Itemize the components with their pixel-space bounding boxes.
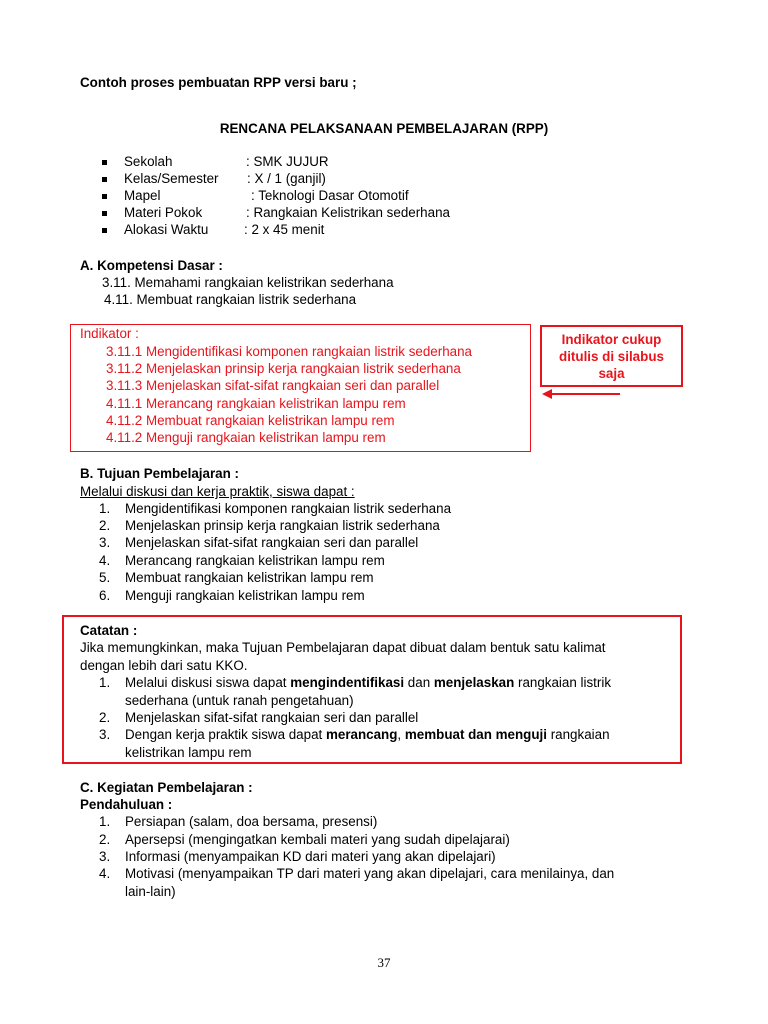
tujuan-item: Menguji rangkaian kelistrikan lampu rem [125, 588, 365, 603]
indikator-item: 3.11.2 Menjelaskan prinsip kerja rangkaian listrik sederhana [106, 361, 461, 376]
identity-label: Materi Pokok [124, 205, 203, 220]
indikator-note-line: Indikator cukup [561, 332, 662, 347]
identity-value: : 2 x 45 menit [244, 222, 325, 237]
catatan-heading: Catatan : [80, 623, 138, 638]
identity-value: : Rangkaian Kelistrikan sederhana [246, 205, 450, 220]
catatan-text: dan [404, 675, 434, 690]
tujuan-item: Membuat rangkaian kelistrikan lampu rem [125, 570, 374, 585]
identity-row [102, 188, 502, 206]
document-title: RENCANA PELAKSANAAN PEMBELAJARAN (RPP) [219, 121, 549, 136]
bullet-icon [102, 211, 107, 216]
tujuan-number: 6. [99, 588, 111, 603]
tujuan-number: 3. [99, 535, 111, 550]
kegiatan-number: 3. [99, 849, 111, 864]
catatan-number: 2. [99, 710, 111, 725]
catatan-item [125, 675, 611, 690]
tujuan-item: Mengidentifikasi komponen rangkaian listrik sederhana [125, 501, 452, 516]
indikator-heading: Indikator : [80, 326, 139, 341]
indikator-note-line: ditulis di silabus [559, 349, 664, 364]
catatan-line: Jika memungkinkan, maka Tujuan Pembelajaran dapat dibuat dalam bentuk satu kalimat [80, 640, 606, 655]
identity-row [102, 205, 502, 223]
bullet-icon [102, 194, 107, 199]
arrow-left-icon [540, 386, 624, 402]
identity-label: Alokasi Waktu [124, 222, 209, 237]
kd-heading: A. Kompetensi Dasar : [80, 258, 223, 273]
tujuan-item: Merancang rangkaian kelistrikan lampu rem [125, 553, 385, 568]
tujuan-number: 4. [99, 553, 111, 568]
indikator-item: 4.11.1 Merancang rangkaian kelistrikan lampu rem [106, 396, 406, 411]
catatan-item-cont: sederhana (untuk ranah pengetahuan) [125, 693, 354, 708]
kegiatan-number: 1. [99, 814, 111, 829]
bullet-icon [102, 228, 107, 233]
identity-label: Kelas/Semester [124, 171, 219, 186]
kegiatan-item: Informasi (menyampaikan KD dari materi yang akan dipelajari) [125, 849, 496, 864]
kd-item: 4.11. Membuat rangkaian listrik sederhana [104, 292, 357, 307]
indikator-item: 3.11.1 Mengidentifikasi komponen rangkaian listrik sederhana [106, 344, 472, 359]
identity-label: Sekolah [124, 154, 173, 169]
tujuan-number: 5. [99, 570, 111, 585]
catatan-number: 3. [99, 727, 111, 742]
page-number: 37 [377, 955, 391, 970]
tujuan-subheading [80, 484, 355, 499]
kegiatan-subheading: Pendahuluan : [80, 797, 173, 812]
catatan-text: Melalui diskusi siswa dapat [125, 675, 291, 690]
indikator-item: 3.11.3 Menjelaskan sifat-sifat rangkaian seri dan parallel [106, 378, 440, 393]
kd-item: 3.11. Memahami rangkaian kelistrikan sederhana [102, 275, 394, 290]
catatan-item-cont: kelistrikan lampu rem [125, 745, 252, 760]
kegiatan-number: 2. [99, 832, 111, 847]
intro-title: Contoh proses pembuatan RPP versi baru ; [80, 75, 357, 90]
identity-value: : X / 1 (ganjil) [247, 171, 326, 186]
catatan-item [125, 727, 610, 742]
identity-row [102, 171, 502, 189]
bullet-icon [102, 160, 107, 165]
identity-label: Mapel [124, 188, 161, 203]
indikator-item: 4.11.2 Menguji rangkaian kelistrikan lampu rem [106, 430, 386, 445]
catatan-keyword: merancang [325, 727, 398, 742]
catatan-keyword: membuat dan menguji [404, 727, 547, 742]
kegiatan-item-cont: lain-lain) [125, 884, 176, 899]
catatan-text: rangkaian listrik [514, 675, 612, 690]
catatan-keyword: menjelaskan [433, 675, 515, 690]
kegiatan-item: Motivasi (menyampaikan TP dari materi yang akan dipelajari, cara menilainya, dan [125, 866, 615, 881]
tujuan-heading: B. Tujuan Pembelajaran : [80, 466, 239, 481]
catatan-text: rangkaian [546, 727, 610, 742]
tujuan-number: 1. [99, 501, 111, 516]
catatan-text: , [397, 727, 405, 742]
kegiatan-heading: C. Kegiatan Pembelajaran : [80, 780, 253, 795]
kegiatan-item: Apersepsi (mengingatkan kembali materi yang sudah dipelajarai) [125, 832, 510, 847]
tujuan-number: 2. [99, 518, 111, 533]
catatan-line: dengan lebih dari satu KKO. [80, 658, 248, 673]
bullet-icon [102, 177, 107, 182]
catatan-item: Menjelaskan sifat-sifat rangkaian seri dan parallel [125, 710, 419, 725]
kegiatan-item: Persiapan (salam, doa bersama, presensi) [125, 814, 378, 829]
identity-value: : Teknologi Dasar Otomotif [251, 188, 409, 203]
tujuan-item: Menjelaskan sifat-sifat rangkaian seri dan parallel [125, 535, 419, 550]
indikator-item: 4.11.2 Membuat rangkaian kelistrikan lampu rem [106, 413, 395, 428]
tujuan-item: Menjelaskan prinsip kerja rangkaian listrik sederhana [125, 518, 440, 533]
catatan-number: 1. [99, 675, 111, 690]
identity-row [102, 154, 502, 172]
catatan-text: Dengan kerja praktik siswa dapat [125, 727, 326, 742]
identity-value: : SMK JUJUR [246, 154, 329, 169]
catatan-keyword: mengindentifikasi [290, 675, 405, 690]
indikator-note-line: saja [598, 366, 625, 381]
kegiatan-number: 4. [99, 866, 111, 881]
tujuan-subheading-text: Melalui diskusi dan kerja praktik, siswa dapat : [80, 484, 355, 499]
identity-row [102, 222, 502, 240]
